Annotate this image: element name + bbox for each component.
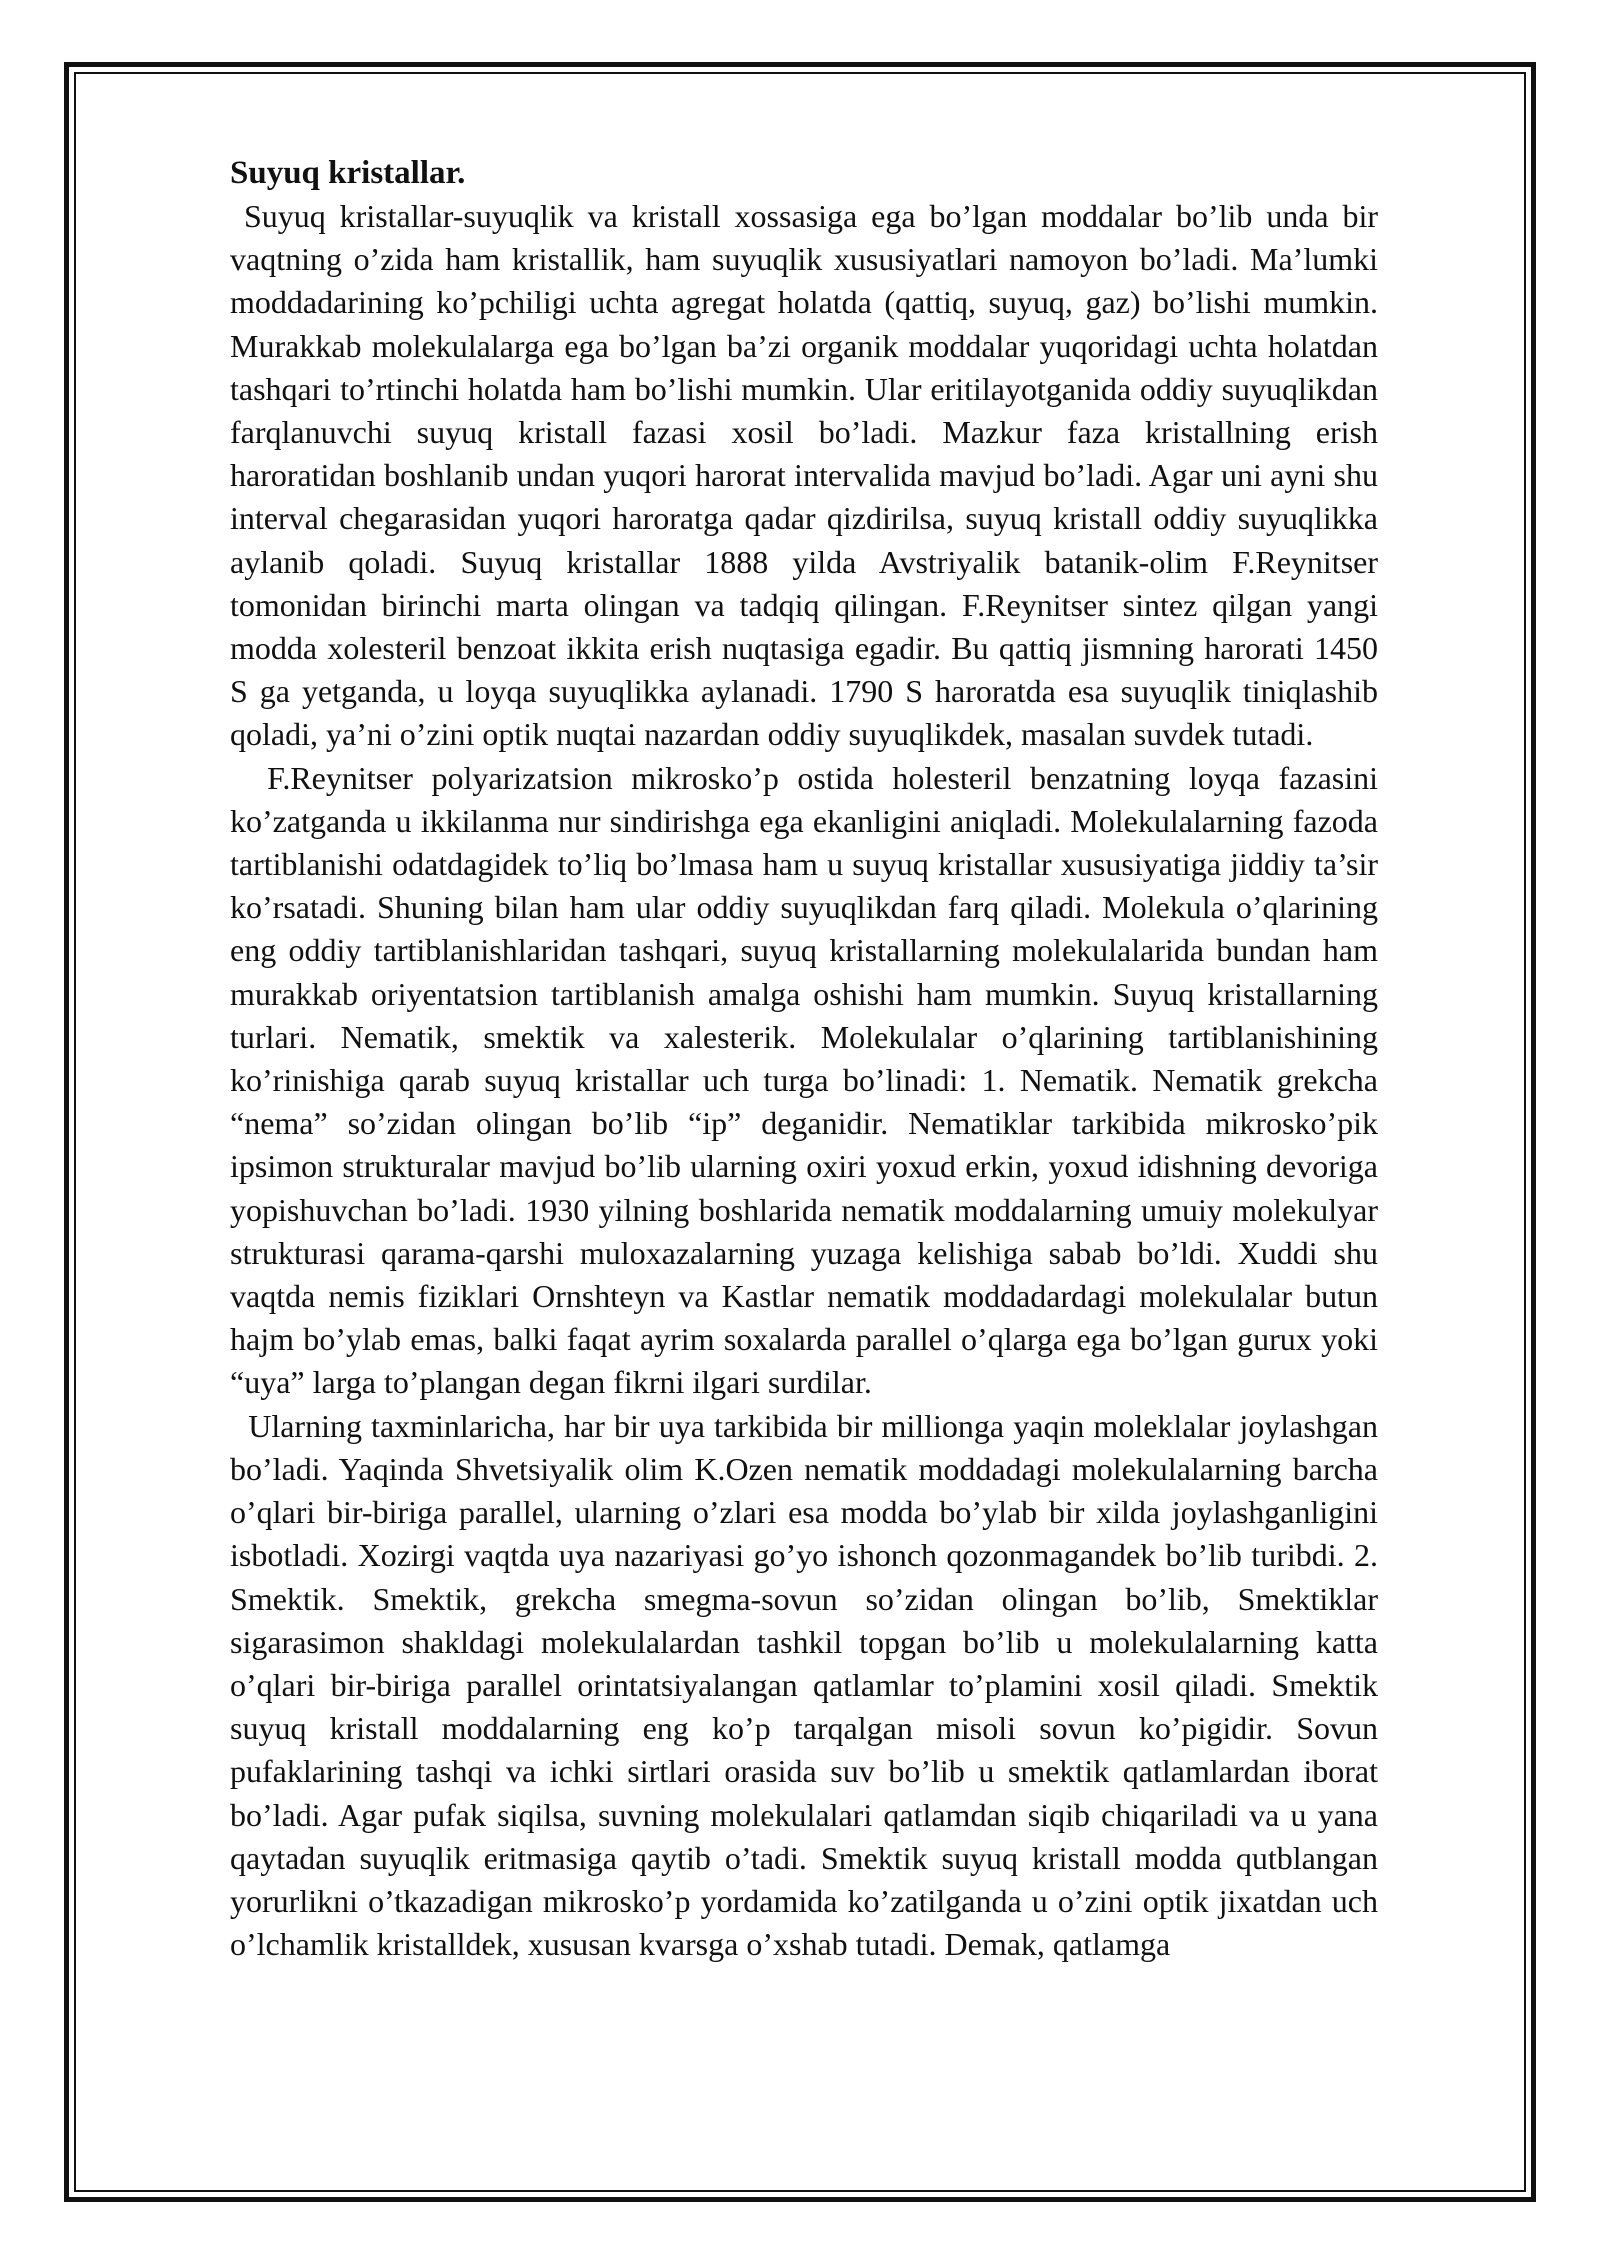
paragraph-intro: Suyuq kristallar-suyuqlik va kristall xossasiga ega bo’lgan moddalar bo’lib unda bir vaqtning o’zida ham kristallik, ham suyuqlik xususiyatlari namoyon bo’ladi. Ma’lumki moddadarining ko’pchiligi uchta agregat holatda (qattiq, suyuq, gaz) bo’lishi mumkin. Murakkab molekulalarga ega bo’lgan ba’zi organik moddalar yuqoridagi uchta holatdan tashqari to’rtinchi holatda ham bo’lishi mumkin. Ular eritilayotganida oddiy suyuqlikdan farqlanuvchi suyuq kristall fazasi xosil bo’ladi. Mazkur faza kristallning erish haroratidan boshlanib undan yuqori harorat intervalida mavjud bo’ladi. Agar uni ayni shu interval chegarasidan yuqori haroratga qadar qizdirilsa, suyuq kristall oddiy suyuqlikka aylanib qoladi. Suyuq kristallar 1888 yilda Avstriyalik batanik-olim F.Reynitser tomonidan birinchi marta olingan va tadqiq qilingan. F.Reynitser sintez qilgan yangi modda xolesteril benzoat ikkita erish nuqtasiga egadir. Bu qattiq jismning harorati 1450 S ga yetganda, u loyqa suyuqlikka aylanadi. 1790 S haroratda esa suyuqlik tiniqlashib qoladi, ya’ni o’zini optik nuqtai nazardan oddiy suyuqlikdek, masalan suvdek tutadi. [230, 198, 1387, 753]
document-body [230, 152, 1387, 1966]
paragraph-reynitser: F.Reynitser polyarizatsion mikrosko’p ostida holesteril benzatning loyqa fazasini ko’zatganda u ikkilanma nur sindirishga ega ekanligini aniqladi. Molekulalarning fazoda tartiblanishi odatdagidek to’liq bo’lmasa ham u suyuq kristallar xususiyatiga jiddiy ta’sir ko’rsatadi. Shuning bilan ham ular oddiy suyuqlikdan farq qiladi. Molekula o’qlarining eng oddiy tartiblanishlaridan tashqari, suyuq kristallarning molekulalarida bundan ham murakkab oriyentatsion tartiblanish amalga oshishi ham mumkin. Suyuq kristallarning turlari. Nematik, smektik va xalesterik. Molekulalar o’qlarining tartiblanishining ko’rinishiga qarab suyuq kristallar uch turga bo’linadi: 1. Nematik. Nematik grekcha “nema” so’zidan olingan bo’lib “ip” deganidir. Nematiklar tarkibida mikrosko’pik ipsimon strukturalar mavjud bo’lib ularning oxiri yoxud erkin, yoxud idishning devoriga yopishuvchan bo’ladi. 1930 yilning boshlarida nematik moddalarning umuiy molekulyar strukturasi qarama-qarshi muloxazalarning yuzaga kelishiga sabab bo’ldi. Xuddi shu vaqtda nemis fiziklari Ornshteyn va Kastlar nematik moddadardagi molekulalar butun hajm bo’ylab emas, balki faqat ayrim soxalarda parallel o’qlarga ega bo’lgan gurux yoki “uya” larga to’plangan degan fikrni ilgari surdilar. [230, 759, 1387, 1401]
document-title: Suyuq kristallar. [230, 155, 466, 191]
paragraph-smectic: Ularning taxminlaricha, har bir uya tarkibida bir millionga yaqin moleklalar joylashgan bo’ladi. Yaqinda Shvetsiyalik olim K.Ozen nematik moddadagi molekulalarning barcha o’qlari bir-biriga parallel, ularning o’zlari esa modda bo’ylab bir xilda joylashganligini isbotladi. Xozirgi vaqtda uya nazariyasi go’yo ishonch qozonmagandek bo’lib turibdi. 2. Smektik. Smektik, grekcha smegma-sovun so’zidan olingan bo’lib, Smektiklar sigarasimon shakldagi molekulalardan tashkil topgan bo’lib u molekulalarning katta o’qlari bir-biriga parallel orintatsiyalangan qatlamlar to’plamini xosil qiladi. Smektik suyuq kristall moddalarning eng ko’p tarqalgan misoli sovun ko’pigidir. Sovun pufaklarining tashqi va ichki sirtlari orasida suv bo’lib u smektik qatlamlardan iborat bo’ladi. Agar pufak siqilsa, suvning molekulalari qatlamdan siqib chiqariladi va u yana qaytadan suyuqlik eritmasiga qaytib o’tadi. Smektik suyuq kristall modda qutblangan yorurlikni o’tkazadigan mikrosko’p yordamida ko’zatilganda u o’zini optik jixatdan uch o’lchamlik kristalldek, xususan kvarsga o’xshab tutadi. Demak, qatlamga [230, 1407, 1386, 1963]
